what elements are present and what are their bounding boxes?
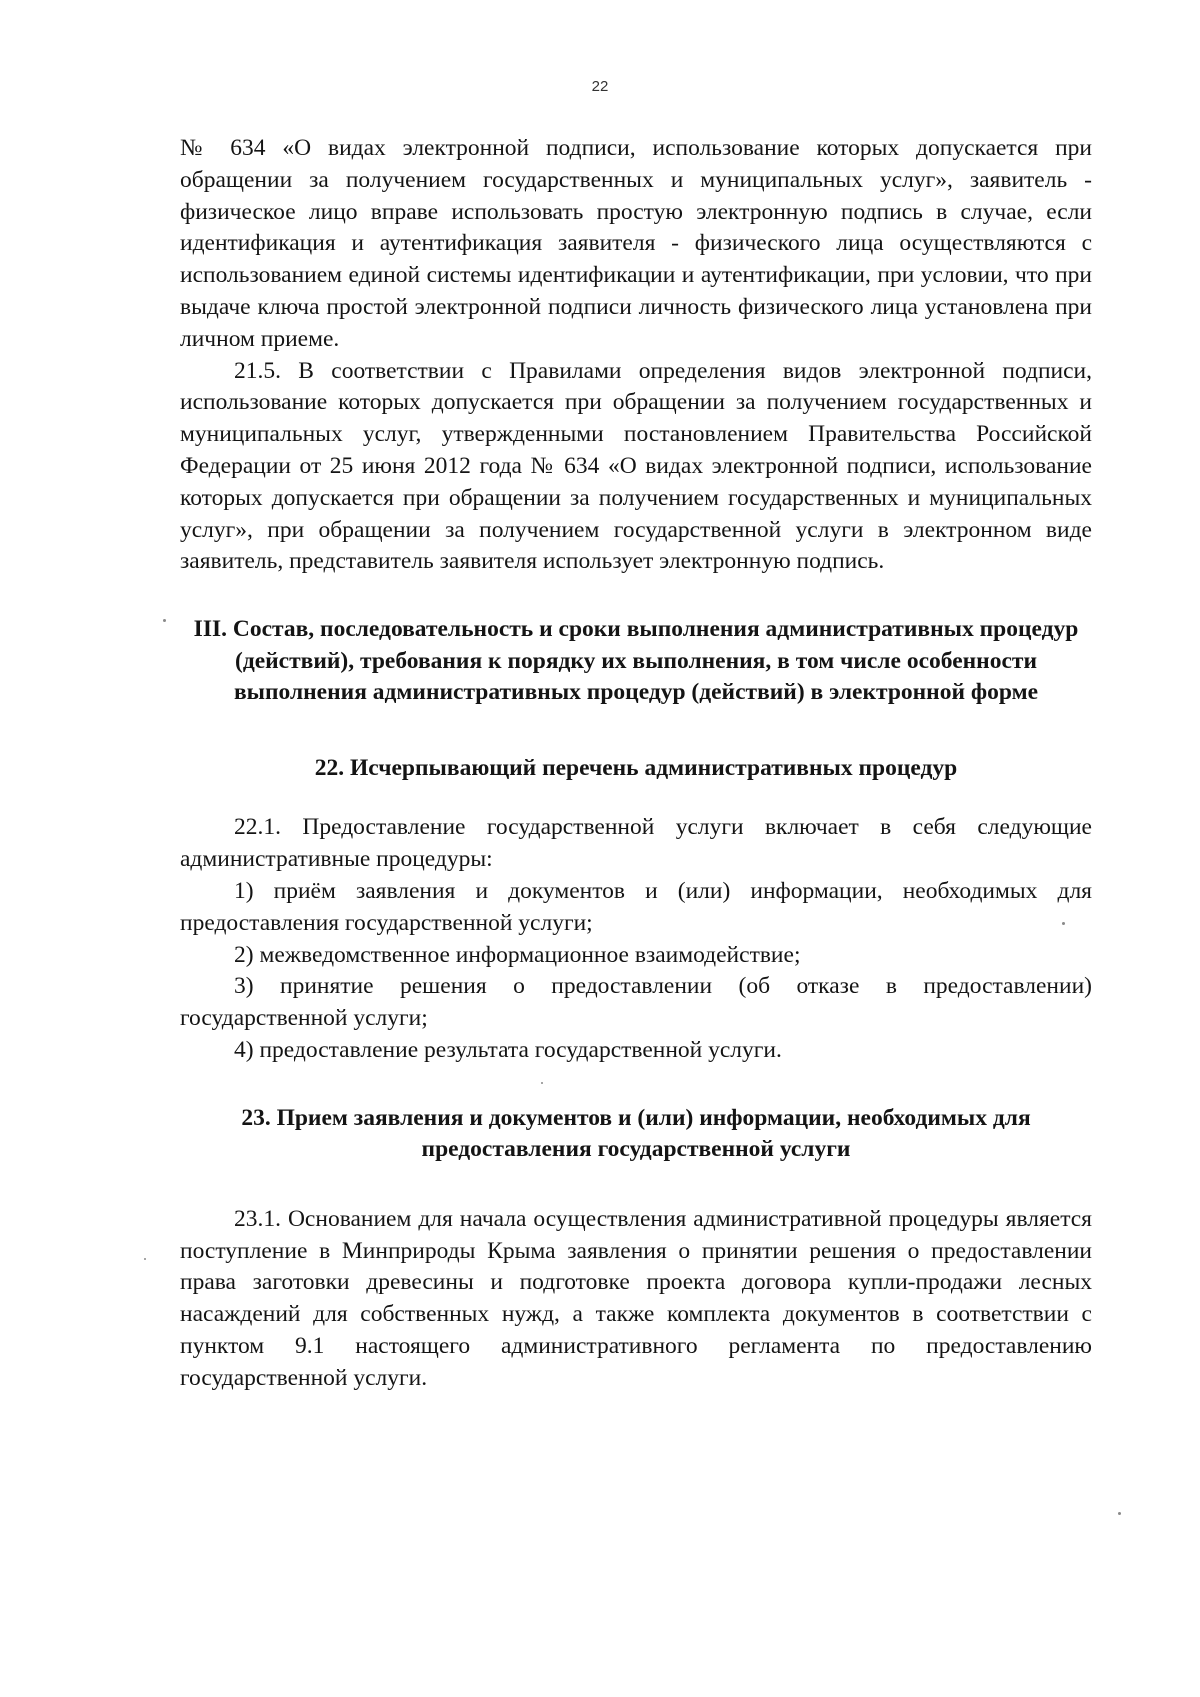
procedure-list-item: 1) приём заявления и документов и (или) информации, необходимых для предоставления государственной услуги; <box>180 878 1092 936</box>
scan-speck <box>541 1082 543 1084</box>
scan-speck <box>144 1258 146 1260</box>
paragraph-continuation: № 634 «О видах электронной подписи, использование которых допускается при обращении за получением государственных и муниципальных услуг», заявитель - физическое лицо вправе использовать простую электронную подпись в случае, если идентификация и аутентификация заявителя - физического лица осуществляются с использованием единой системы идентификации и аутентификации, при условии, что при выдаче ключа простой электронной подписи личность физического лица установлена при личном приеме. <box>180 135 1092 352</box>
scan-speck <box>1118 1512 1121 1515</box>
paragraph-22-1: 22.1. Предоставление государственной услуги включает в себя следующие административные процедуры: <box>180 814 1092 873</box>
paragraph-23-1: 23.1. Основанием для начала осуществления административной процедуры является поступление в Минприроды Крыма заявления о принятии решения о предоставлении права заготовки древесины и подготовке проекта договора купли-продажи лесных насаждений для собственных нужд, а также комплекта документов в соответствии с пунктом 9.1 настоящего административного регламента по предоставлению государственной услуги. <box>180 1205 1092 1391</box>
scan-speck <box>163 619 166 622</box>
page-number: 22 <box>591 78 609 95</box>
procedure-list-item: 3) принятие решения о предоставлении (об отказе в предоставлении) государственной услуги; <box>180 973 1092 1032</box>
procedure-list-item: 2) межведомственное информационное взаимодействие; <box>234 941 801 968</box>
document-body <box>180 133 1092 1395</box>
procedure-list-item: 4) предоставление результата государственной услуги. <box>234 1037 782 1064</box>
paragraph-21-5: 21.5. В соответствии с Правилами определения видов электронной подписи, использование которых допускается при обращении за получением государственных и муниципальных услуг, утвержденными постановлением Правительства Российской Федерации от 25 июня 2012 года № 634 «О видах электронной подписи, использование которых допускается при обращении за получением государственных и муниципальных услуг», при обращении за получением государственной услуги в электронном виде заявитель, представитель заявителя использует электронную подпись. <box>180 357 1092 575</box>
section-iii-heading: III. Состав, последовательность и сроки выполнения административных процедур (действий), требования к порядку их выполнения, в том числе особенности выполнения административных процедур (действий) в электронной форме <box>193 616 1079 706</box>
section-23-heading: 23. Прием заявления и документов и (или) информации, необходимых для предоставления государственной услуги <box>241 1104 1031 1163</box>
section-22-heading: 22. Исчерпывающий перечень административных процедур <box>314 754 958 781</box>
scan-speck <box>1062 922 1065 925</box>
